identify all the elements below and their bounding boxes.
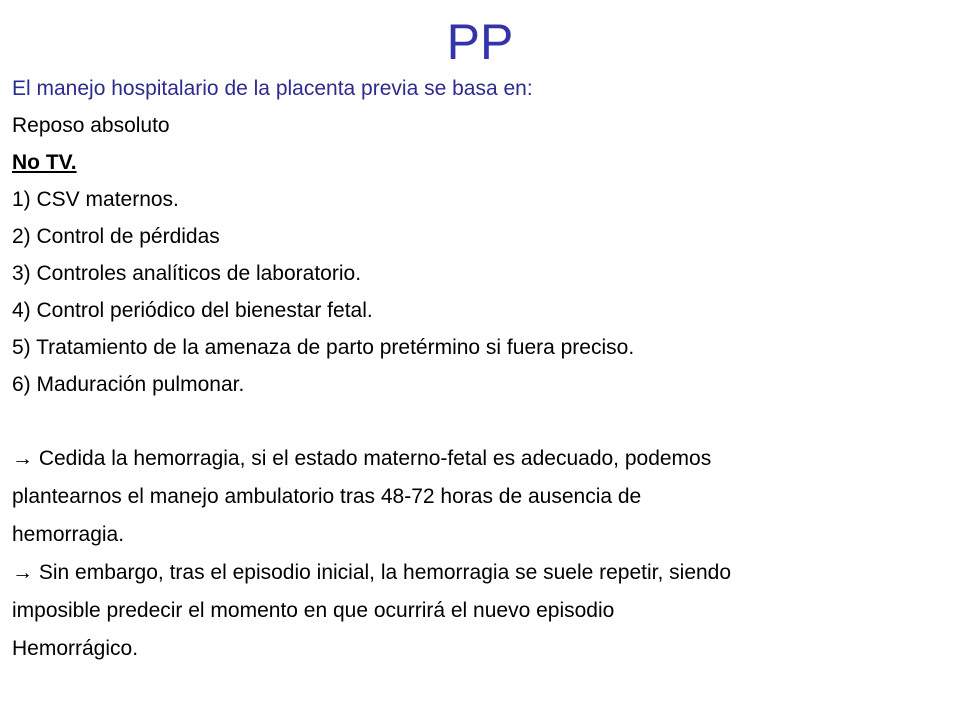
list-item-3: 3) Controles analíticos de laboratorio. xyxy=(12,262,362,285)
paragraph-1-line-1: → Cedida la hemorragia, si el estado materno-fetal es adecuado, podemos xyxy=(12,447,712,470)
paragraph-2 xyxy=(12,554,952,668)
list-item-1: 1) CSV maternos. xyxy=(12,188,179,211)
list-item-4: 4) Control periódico del bienestar fetal. xyxy=(12,299,373,322)
list-item-2: 2) Control de pérdidas xyxy=(12,225,220,248)
paragraph-1-line-3: hemorragia. xyxy=(12,523,125,546)
intro-line: El manejo hospitalario de la placenta previa se basa en: xyxy=(12,77,533,100)
list-item-5: 5) Tratamiento de la amenaza de parto pretérmino si fuera preciso. xyxy=(12,336,635,359)
list-item-reposo: Reposo absoluto xyxy=(12,114,170,137)
paragraph-2-line-1: → Sin embargo, tras el episodio inicial, la hemorragia se suele repetir, siendo xyxy=(12,561,732,584)
list-item-no-tv: No TV. xyxy=(12,151,77,174)
paragraph-1-line-2: plantearnos el manejo ambulatorio tras 48-72 horas de ausencia de xyxy=(12,485,642,508)
paragraph-2-line-3: Hemorrágico. xyxy=(12,637,139,660)
spacer xyxy=(12,403,952,440)
slide-title: PP xyxy=(446,14,514,70)
list-item-6: 6) Maduración pulmonar. xyxy=(12,373,245,396)
paragraph-1 xyxy=(12,440,952,554)
paragraph-2-line-2: imposible predecir el momento en que ocurrirá el nuevo episodio xyxy=(12,599,615,622)
slide-content xyxy=(12,70,952,668)
